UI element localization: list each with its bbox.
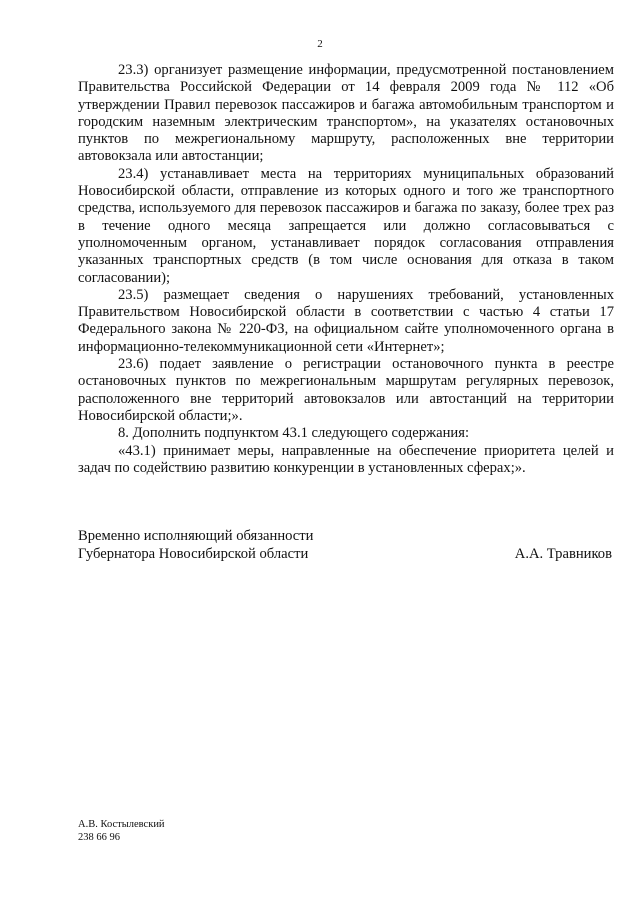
- document-body: [78, 62, 614, 477]
- signature-line: [78, 546, 614, 564]
- executor-name: А.В. Костылевский: [78, 819, 165, 830]
- executor-block: [78, 818, 165, 844]
- paragraph-23-5: 23.5) размещает сведения о нарушениях требований, установленных Правительством Новосибирской области в соответствии с частью 4 статьи 17 Федерального закона № 220-ФЗ, на официальном сайте уполномоченного органа в информационно-телекоммуникационной сети «Интернет»;: [78, 286, 614, 355]
- signature-block: [78, 528, 614, 563]
- paragraph-23-6: 23.6) подает заявление о регистрации остановочного пункта в реестре остановочных пунктов по межрегиональным маршрутам регулярных перевозок, расположенного вне территорий автовокзалов или автостанций на территории Новосибирской области;».: [78, 356, 614, 424]
- paragraph-23-3: 23.3) организует размещение информации, предусмотренной постановлением Правительства Российской Федерации от 14 февраля 2009 года № 112 «Об утверждении Правил перевозок пассажиров и багажа автомобильным транспортом и городским наземным электрическим транспортом», на указателях остановочных пунктов по межрегиональному маршруту, расположенных вне территории автовокзала или автостанции;: [78, 62, 614, 165]
- paragraph-23-4: 23.4) устанавливает места на территориях муниципальных образований Новосибирской области, отправление из которых одного и того же транспортного средства, используемого для перевозок пассажиров и багажа по заказу, более трех раз в течение одного месяца запрещается или должно согласовываться с уполномоченным органом, устанавливает порядок согласования отправления указанных транспортных средств (в том числе основания для отказа в таком согласовании);: [78, 165, 614, 286]
- page-number: 2: [317, 38, 323, 50]
- paragraph-43-1: «43.1) принимает меры, направленные на обеспечение приоритета целей и задач по содействию развитию конкуренции в установленных сферах;».: [78, 442, 614, 476]
- executor-phone: 238 66 96: [78, 832, 120, 843]
- signatory-name: А.А. Травников: [514, 545, 612, 562]
- paragraph-item-8: 8. Дополнить подпунктом 43.1 следующего содержания:: [118, 425, 469, 442]
- signatory-title-line-1: Временно исполняющий обязанности: [78, 528, 314, 544]
- signatory-title-line-2: Губернатора Новосибирской области: [78, 545, 309, 562]
